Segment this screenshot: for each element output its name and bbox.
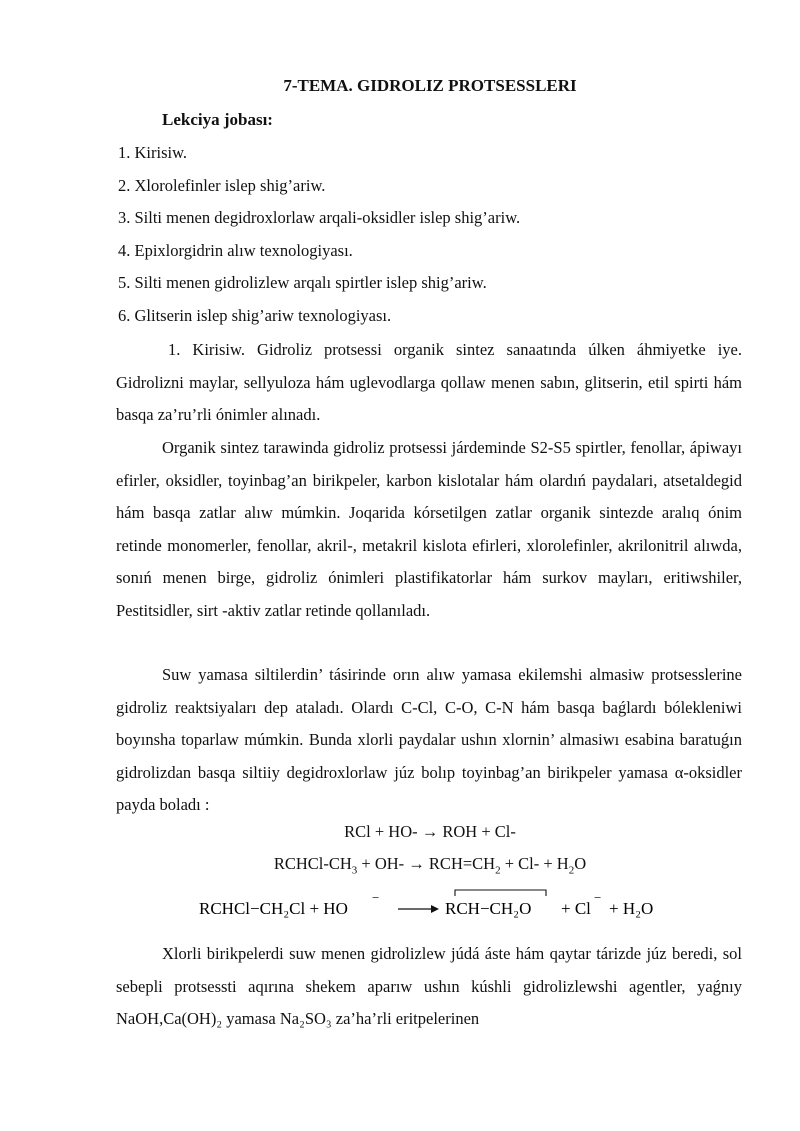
- plan-item: 1. Kirisiw.: [118, 143, 188, 162]
- paragraph-hydrolysis-reactions: Suw yamasa siltilerdin’ tásirinde orın alıw yamasa ekilemshi almasiw protsesslerine gidroliz reaktsiyaları dep ataladı. Olardı C-Cl, C-O, C-N hám basqa baǵlardı bólekleniwi boyınsha toparlaw múmkin. Bunda xlorli paydalar ushın xlornin’ almasiwı esabina baratuǵın gidrolizdan basqa siltiiy degidroxlorlaw júz bolıp toyinbag’an birikpeler yamasa α-oksidler payda boladı :: [116, 665, 742, 814]
- paragraph-organic-synthesis: Organik sintez tarawinda gidroliz protsessi járdeminde S2-S5 spirtler, fenollar, ápiwayı efirler, oksidler, toyinbag’an birikpeler, karbon kislotalar hám olardıń paydalari, atsetaldegid hám basqa zatlar alıw múmkin. Joqarida kórsetilgen zatlar organik sintezde aralıq ónim retinde monomerler, fenollar, akril-, metakril kislota efirleri, xlorolefinler, akrilonitril alıwda, sonıń menen birge, gidroliz ónimleri plastifikatorlar hám surkov mayları, eritiwshiler, Pestitsidler, sirt -aktiv zatlar retinde qollanıladı.: [116, 438, 742, 620]
- eq3-reactants: RCHCl−CH₂Cl + HO: [199, 899, 348, 918]
- paragraph-intro: 1. Kirisiw. Gidroliz protsessi organik sintez sanaatında úlken áhmiyetke iye. Gidrolizni maylar, sellyuloza hám uglevodlarga qollaw menen sabın, glitserin, etil spirti hám basqa za’ru’rli ónimler alınadı.: [116, 340, 742, 424]
- eq3-water: + H₂O: [609, 899, 654, 918]
- plan-heading: Lekciya jobası:: [162, 110, 273, 129]
- eq3-chloride: + Cl: [561, 899, 591, 918]
- page-title: 7-TEMA. GIDROLIZ PROTSESSLERI: [283, 76, 577, 95]
- equation-3-epoxide: [195, 883, 665, 923]
- svg-text:−: −: [372, 890, 380, 905]
- plan-item: 2. Xlorolefinler islep shig’ariw.: [118, 175, 326, 195]
- plan-item: 3. Silti menen degidroxlorlaw arqali-oksidler islep shig’ariw.: [118, 208, 521, 227]
- epoxide-ring-bond: [455, 890, 546, 896]
- plan-item: 4. Epixlorgidrin alıw texnologiyası.: [118, 240, 353, 260]
- paragraph-chlorine-hydrolysis: Xlorli birikpelerdi suw menen gidrolizlew júdá áste hám qaytar tárizde júz beredi, sol sebepli protsessti aqırına shekem aparıw ushın kúshli gidrolizlewshi agentler, yaǵnıy NaOH,Ca(OH)₂ yamasa Na₂SO₃ za’ha’rli eritpelerinen: [116, 944, 742, 1028]
- equation-1: RCl + HO- → ROH + Cl-: [344, 822, 516, 841]
- plan-item: 6. Glitserin islep shig’ariw texnologiyası.: [118, 305, 392, 325]
- svg-text:−: −: [594, 890, 602, 905]
- plan-item: 5. Silti menen gidrolizlew arqalı spirtler islep shig’ariw.: [118, 273, 487, 292]
- plan-list: [118, 143, 520, 338]
- eq3-epoxide-product: RCH−CH₂O: [445, 899, 532, 918]
- equation-2: RCHCl-$CH_3 + OH- \to RCH=CH_2 + Cl- + H_2O$: [273, 854, 587, 877]
